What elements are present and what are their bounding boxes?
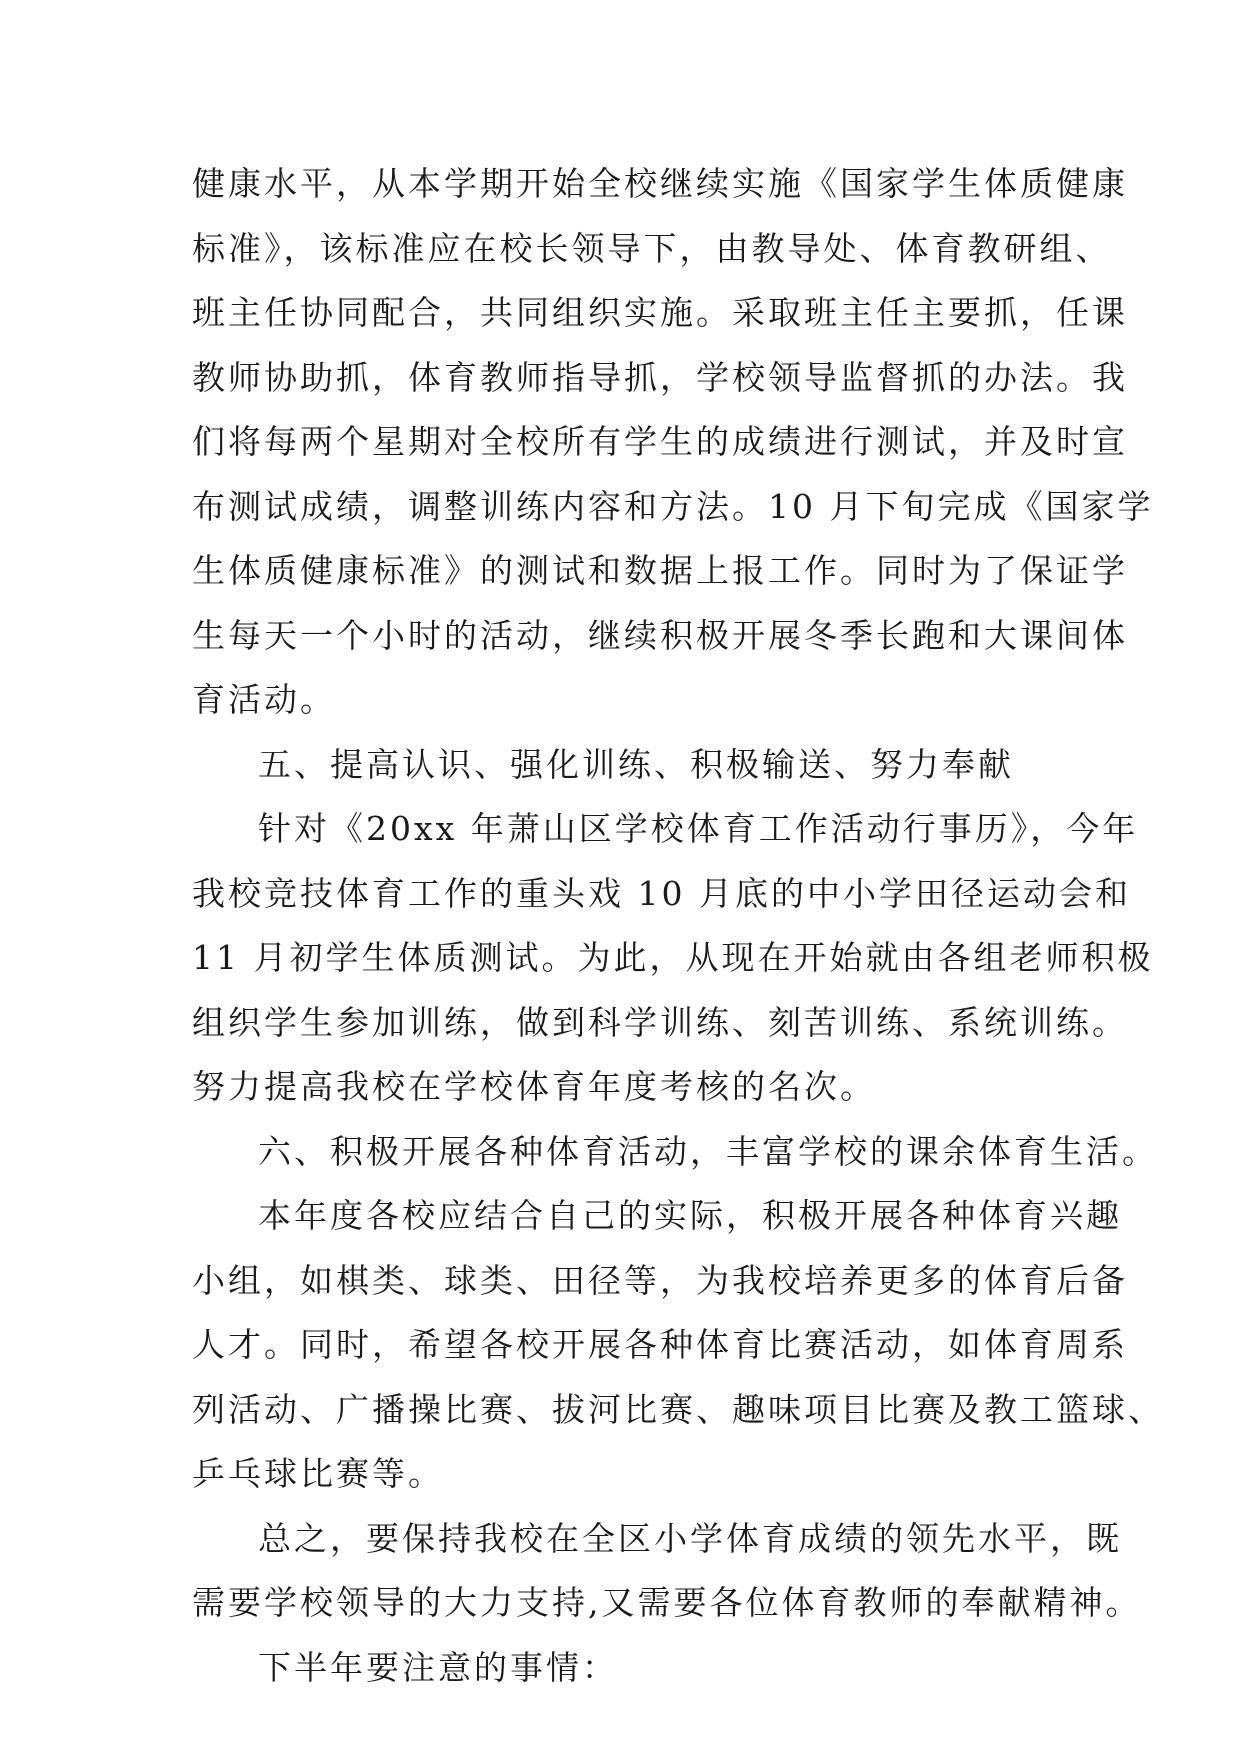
text-line: 育活动。: [192, 680, 336, 719]
text-line: 需要学校领导的大力支持,又需要各位体育教师的奉献精神。: [192, 1583, 1142, 1622]
paragraph: [192, 797, 1154, 1120]
text-line: 教师协助抓，体育教师指导抓，学校领导监督抓的办法。我: [192, 357, 1128, 397]
text-line: 班主任协同配合，共同组织实施。采取班主任主要抓，任课: [192, 293, 1128, 332]
paragraph: [192, 1184, 1164, 1507]
text-line: 们将每两个星期对全校所有学生的成绩进行测试，并及时宣: [192, 422, 1128, 461]
text-line: 11 月初学生体质测试。为此，从现在开始就由各组老师积极: [192, 938, 1154, 977]
text-line: 总之，要保持我校在全区小学体育成绩的领先水平，既: [258, 1518, 1122, 1558]
text-line: 小组，如棋类、球类、田径等，为我校培养更多的体育后备: [192, 1260, 1128, 1300]
paragraph: [192, 1636, 1062, 1701]
text-line: 乒乓球比赛等。: [192, 1454, 444, 1493]
text-line: 我校竞技体育工作的重头戏 10 月底的中小学田径运动会和: [192, 873, 1131, 913]
text-line: 生每天一个小时的活动，继续积极开展冬季长跑和大课间体: [192, 615, 1128, 655]
text-line: 努力提高我校在学校体育年度考核的名次。: [192, 1067, 876, 1106]
text-line: 标准》，该标准应在校长领导下，由教导处、体育教研组、: [192, 228, 1112, 268]
document-body: [192, 152, 1164, 1700]
paragraph: [192, 152, 1154, 733]
text-line: 本年度各校应结合自己的实际，积极开展各种体育兴趣: [258, 1196, 1122, 1235]
text-line: 布测试成绩，调整训练内容和方法。10 月下旬完成《国家学: [192, 486, 1154, 526]
text-line: 五、提高认识、强化训练、积极输送、努力奉献: [258, 744, 1014, 784]
text-line: 健康水平，从本学期开始全校继续实施《国家学生体质健康: [192, 164, 1128, 203]
text-line: 列活动、广播操比赛、拔河比赛、趣味项目比赛及教工篮球、: [192, 1389, 1164, 1429]
text-line: 针对《20xx 年萧山区学校体育工作活动行事历》，今年: [258, 809, 1139, 848]
text-line: 六、积极开展各种体育活动，丰富学校的课余体育生活。: [258, 1131, 1158, 1171]
paragraph: [192, 1507, 1142, 1636]
text-line: 组织学生参加训练，做到科学训练、刻苦训练、系统训练。: [192, 1002, 1128, 1042]
text-line: 生体质健康标准》的测试和数据上报工作。同时为了保证学: [192, 551, 1128, 590]
text-line: 下半年要注意的事情：: [258, 1647, 618, 1687]
text-line: 人才。同时，希望各校开展各种体育比赛活动，如体育周系: [192, 1325, 1128, 1364]
section-heading: [192, 733, 1062, 798]
section-heading: [192, 1120, 1158, 1185]
